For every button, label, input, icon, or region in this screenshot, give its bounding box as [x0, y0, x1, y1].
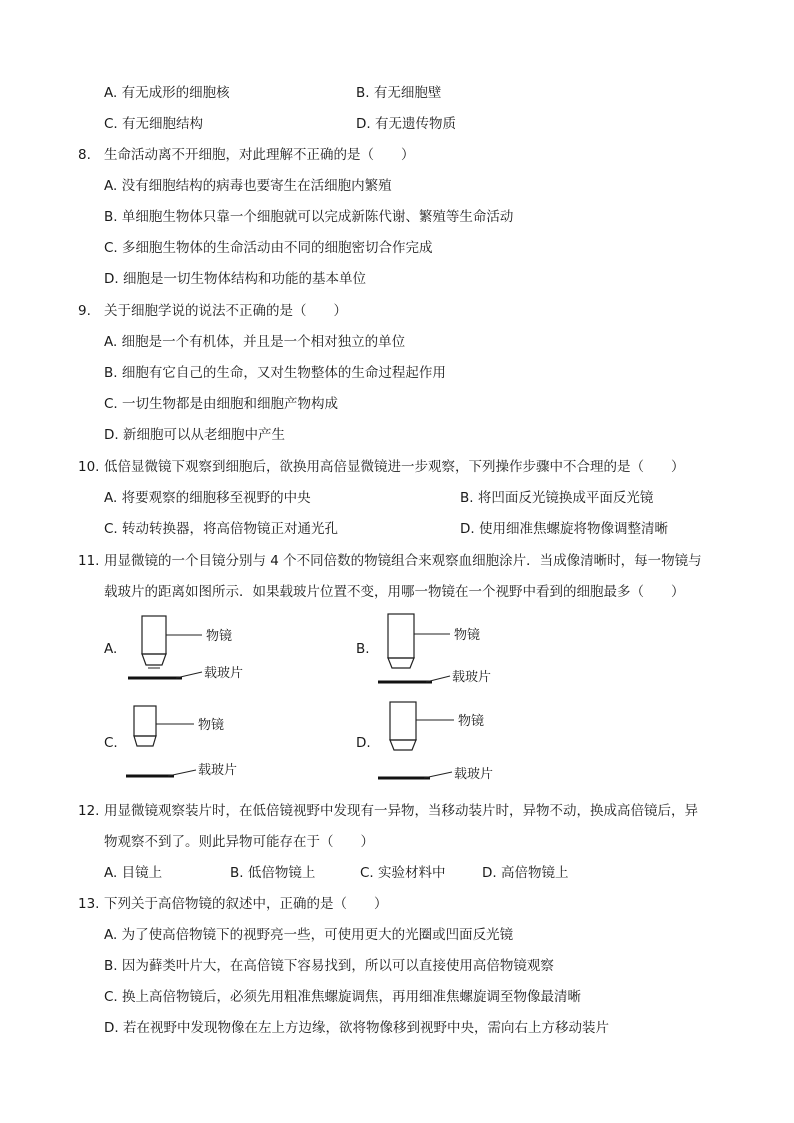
microscope-objective-diagram-c — [124, 702, 284, 782]
q11-figure-d-letter: D. — [356, 735, 371, 751]
q9-number: 9. — [78, 303, 91, 319]
slide-label: 载玻片 — [452, 670, 492, 685]
q7-option-d — [356, 115, 456, 133]
q9-option-b — [104, 364, 446, 382]
option-letter: D. — [460, 521, 475, 537]
option-text: 将凹面反光镜换成平面反光镜 — [477, 490, 654, 506]
option-letter: C. — [104, 989, 118, 1005]
slide-label: 载玻片 — [198, 763, 238, 778]
q11-stem-line-1: 用显微镜的一个目镜分别与 4 个不同倍数的物镜组合来观察血细胞涂片．当成像清晰时，每一物镜与 — [104, 553, 702, 569]
q7-option-c — [104, 115, 203, 133]
option-letter: D. — [356, 116, 371, 132]
option-text: 细胞有它自己的生命，又对生物整体的生命过程起作用 — [121, 365, 446, 381]
option-letter: A. — [104, 334, 118, 350]
option-text: 若在视野中发现物像在左上方边缘，欲将物像移到视野中央，需向右上方移动装片 — [122, 1020, 609, 1036]
objective-label: 物镜 — [198, 718, 225, 733]
q10-option-c — [104, 520, 338, 538]
objective-label: 物镜 — [206, 629, 233, 644]
q13-option-b — [104, 957, 554, 975]
option-text: 有无细胞壁 — [373, 85, 442, 101]
q11-figure-c-letter: C. — [104, 735, 118, 751]
objective-label: 物镜 — [458, 714, 485, 729]
microscope-objective-diagram-a — [124, 612, 284, 692]
option-letter: A. — [104, 85, 118, 101]
q9-option-c — [104, 395, 338, 413]
option-text: 实验材料中 — [378, 865, 446, 881]
q10-stem: 低倍显微镜下观察到细胞后，欲换用高倍显微镜进一步观察，下列操作步骤中不合理的是（ ） — [104, 459, 685, 475]
option-text: 换上高倍物镜后，必须先用粗准焦螺旋调焦，再用细准焦螺旋调至物像最清晰 — [122, 989, 582, 1005]
option-text: 有无成形的细胞核 — [121, 85, 230, 101]
q10-option-a — [104, 489, 311, 507]
option-text: 因为藓类叶片大，在高倍镜下容易找到，所以可以直接使用高倍物镜观察 — [121, 958, 554, 974]
q13-stem: 下列关于高倍物镜的叙述中，正确的是（ ） — [104, 896, 388, 912]
option-letter: D. — [104, 1020, 119, 1036]
option-letter: B. — [356, 85, 370, 101]
q13-option-a — [104, 926, 513, 944]
option-text: 有无细胞结构 — [122, 116, 204, 132]
q8-number: 8. — [78, 147, 91, 163]
option-text: 新细胞可以从老细胞中产生 — [122, 427, 285, 443]
option-letter: C. — [104, 116, 118, 132]
option-letter: D. — [482, 865, 497, 881]
option-text: 没有细胞结构的病毒也要寄生在活细胞内繁殖 — [121, 178, 392, 194]
option-letter: C. — [104, 396, 118, 412]
q10-option-b — [460, 489, 653, 507]
option-text: 高倍物镜上 — [500, 865, 569, 881]
option-letter: A. — [104, 178, 118, 194]
q11-number: 11. — [78, 553, 100, 569]
option-text: 目镜上 — [121, 865, 163, 881]
option-letter: B. — [230, 865, 244, 881]
option-text: 细胞是一个有机体，并且是一个相对独立的单位 — [121, 334, 406, 350]
option-letter: A. — [104, 490, 118, 506]
q13-option-c — [104, 988, 581, 1006]
q8-option-d — [104, 270, 366, 288]
option-text: 有无遗传物质 — [374, 116, 456, 132]
q8-option-b — [104, 208, 513, 226]
option-text: 低倍物镜上 — [247, 865, 316, 881]
q8-stem: 生命活动离不开细胞，对此理解不正确的是（ ） — [104, 147, 415, 163]
q12-option-d — [482, 864, 568, 882]
q11-stem-line-2: 载玻片的距离如图所示．如果载玻片位置不变，用哪一物镜在一个视野中看到的细胞最多（ ） — [104, 584, 685, 600]
option-text: 为了使高倍物镜下的视野亮一些，可使用更大的光圈或凹面反光镜 — [121, 927, 514, 943]
q12-option-a — [104, 864, 162, 882]
microscope-objective-diagram-d — [376, 700, 536, 780]
q12-number: 12. — [78, 803, 100, 819]
q7-option-b — [356, 84, 441, 102]
q9-option-d — [104, 426, 285, 444]
q9-stem: 关于细胞学说的说法不正确的是（ ） — [104, 303, 347, 319]
option-letter: A. — [104, 927, 118, 943]
option-text: 使用细准焦螺旋将物像调整清晰 — [478, 521, 668, 537]
objective-label: 物镜 — [454, 628, 481, 643]
q8-option-a — [104, 177, 392, 195]
q12-option-c — [360, 864, 446, 882]
option-letter: C. — [104, 521, 118, 537]
q12-option-b — [230, 864, 315, 882]
q11-figure-a — [124, 612, 284, 692]
option-text: 一切生物都是由细胞和细胞产物构成 — [122, 396, 339, 412]
option-text: 细胞是一切生物体结构和功能的基本单位 — [122, 271, 366, 287]
option-letter: C. — [104, 240, 118, 256]
q8-option-c — [104, 239, 433, 257]
microscope-objective-diagram-b — [376, 612, 536, 692]
slide-label: 载玻片 — [454, 767, 494, 782]
option-letter: C. — [360, 865, 374, 881]
option-text: 将要观察的细胞移至视野的中央 — [121, 490, 311, 506]
q13-number: 13. — [78, 896, 100, 912]
option-letter: D. — [104, 427, 119, 443]
option-letter: B. — [104, 365, 118, 381]
option-text: 转动转换器，将高倍物镜正对通光孔 — [122, 521, 339, 537]
q11-figure-d — [376, 700, 536, 780]
option-text: 多细胞生物体的生命活动由不同的细胞密切合作完成 — [122, 240, 433, 256]
q11-figure-b-letter: B. — [356, 641, 370, 657]
q10-number: 10. — [78, 459, 100, 475]
option-letter: A. — [104, 865, 118, 881]
q11-figure-a-letter: A. — [104, 641, 118, 657]
q11-figure-c — [124, 702, 284, 782]
q10-option-d — [460, 520, 668, 538]
option-letter: B. — [104, 958, 118, 974]
option-text: 单细胞生物体只靠一个细胞就可以完成新陈代谢、繁殖等生命活动 — [121, 209, 514, 225]
q12-stem-line-2: 物观察不到了。则此异物可能存在于（ ） — [104, 834, 374, 850]
q12-stem-line-1: 用显微镜观察装片时，在低倍镜视野中发现有一异物，当移动装片时，异物不动，换成高倍镜后，异 — [104, 803, 698, 819]
option-letter: B. — [104, 209, 118, 225]
q9-option-a — [104, 333, 405, 351]
option-letter: D. — [104, 271, 119, 287]
q13-option-d — [104, 1019, 609, 1037]
q11-figure-b — [376, 612, 536, 692]
option-letter: B. — [460, 490, 474, 506]
slide-label: 载玻片 — [204, 666, 244, 681]
q7-option-a — [104, 84, 230, 102]
